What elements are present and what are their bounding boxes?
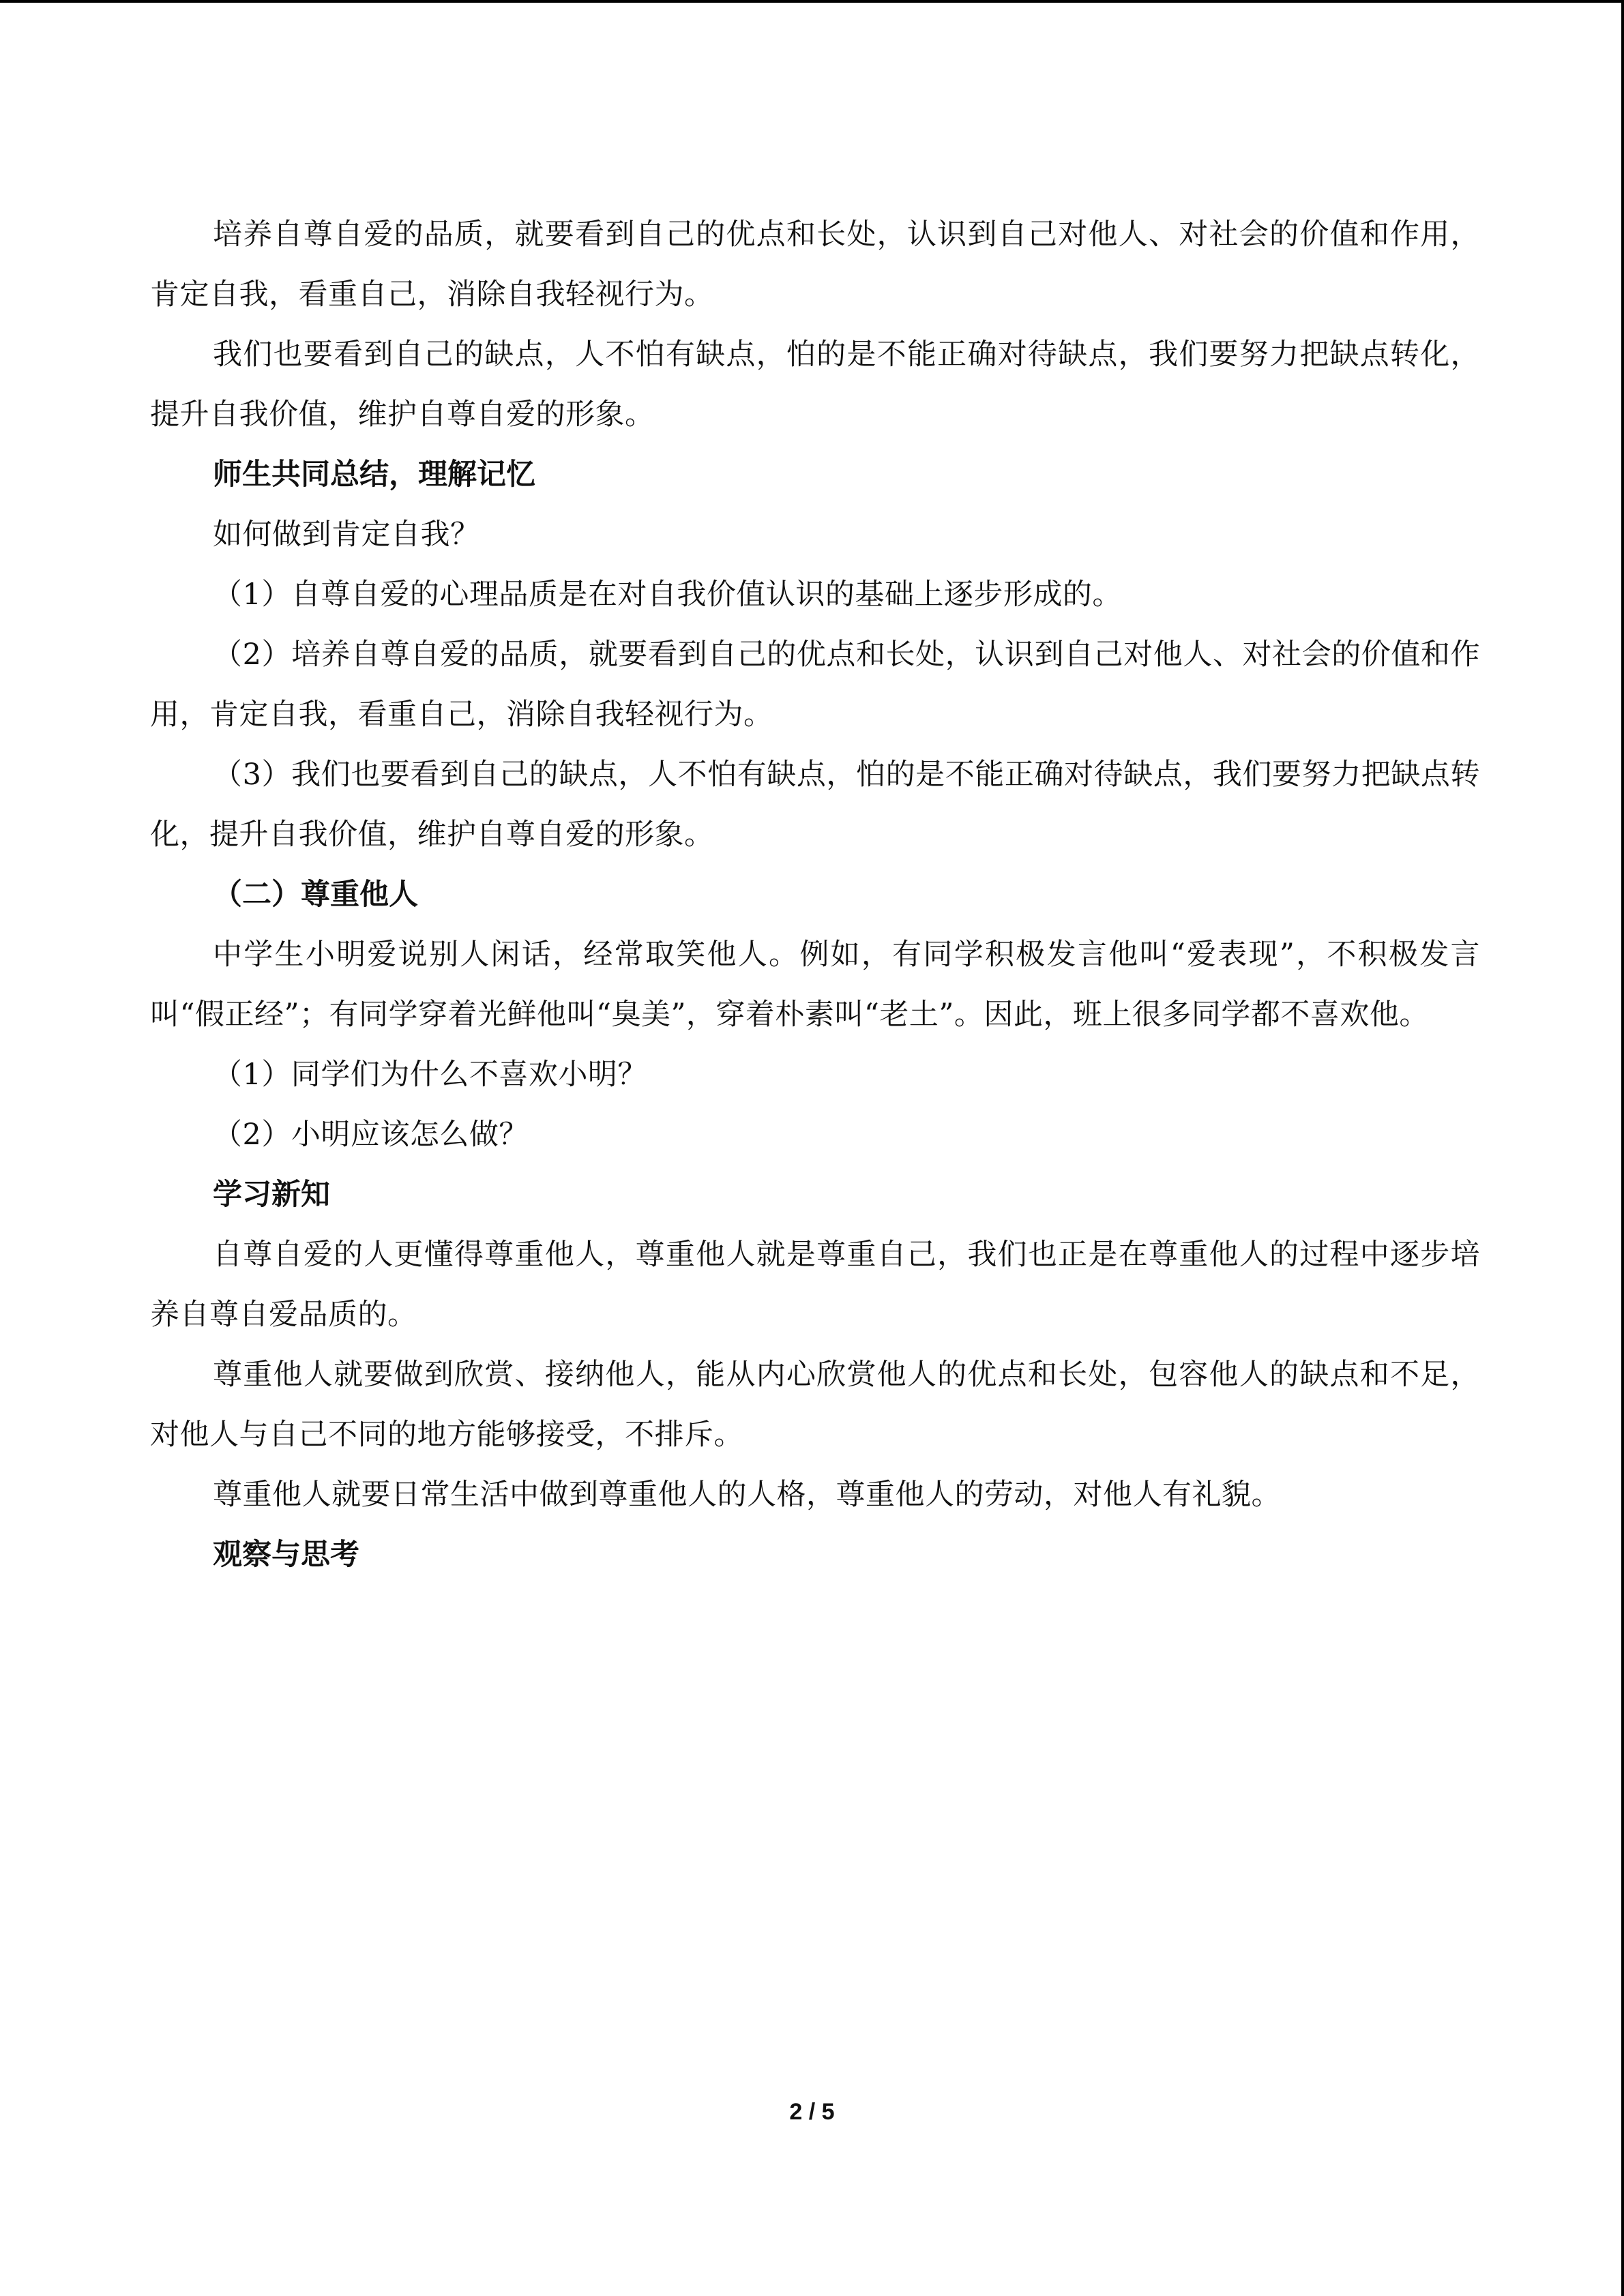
page-top-border [0, 0, 1624, 3]
paragraph: 培养自尊自爱的品质，就要看到自己的优点和长处，认识到自己对他人、对社会的价值和作用，肯定自我，看重自己，消除自我轻视行为。 [150, 218, 1480, 312]
paragraph: 尊重他人就要做到欣赏、接纳他人，能从内心欣赏他人的优点和长处，包容他人的缺点和不足，对他人与自己不同的地方能够接受，不排斥。 [150, 1358, 1480, 1452]
document-body [150, 205, 1480, 1585]
question-item: （1）同学们为什么不喜欢小明？ [213, 1058, 647, 1092]
paragraph: 如何做到肯定自我？ [213, 518, 480, 552]
page-number: 2 / 5 [789, 2099, 835, 2125]
section-heading: 观察与思考 [213, 1538, 359, 1572]
paragraph: 尊重他人就要日常生活中做到尊重他人的人格，尊重他人的劳动，对他人有礼貌。 [213, 1478, 1281, 1512]
list-item: （1）自尊自爱的心理品质是在对自我价值认识的基础上逐步形成的。 [213, 578, 1122, 612]
list-item: （3）我们也要看到自己的缺点，人不怕有缺点，怕的是不能正确对待缺点，我们要努力把缺点转化，提升自我价值，维护自尊自爱的形象。 [150, 758, 1480, 852]
section-heading: 师生共同总结，理解记忆 [213, 458, 535, 492]
section-heading: 学习新知 [213, 1178, 330, 1212]
paragraph: 我们也要看到自己的缺点，人不怕有缺点，怕的是不能正确对待缺点，我们要努力把缺点转化，提升自我价值，维护自尊自爱的形象。 [150, 338, 1480, 432]
section-heading: （二）尊重他人 [213, 878, 418, 912]
paragraph: 自尊自爱的人更懂得尊重他人，尊重他人就是尊重自己，我们也正是在尊重他人的过程中逐步培养自尊自爱品质的。 [150, 1238, 1480, 1332]
page-right-border [1621, 0, 1624, 2296]
question-item: （2）小明应该怎么做？ [213, 1118, 529, 1152]
paragraph: 中学生小明爱说别人闲话，经常取笑他人。例如，有同学积极发言他叫“爱表现”，不积极发言叫“假正经”；有同学穿着光鲜他叫“臭美”，穿着朴素叫“老土”。因此，班上很多同学都不喜欢他。 [150, 938, 1480, 1032]
list-item: （2）培养自尊自爱的品质，就要看到自己的优点和长处，认识到自己对他人、对社会的价值和作用，肯定自我，看重自己，消除自我轻视行为。 [150, 638, 1480, 732]
